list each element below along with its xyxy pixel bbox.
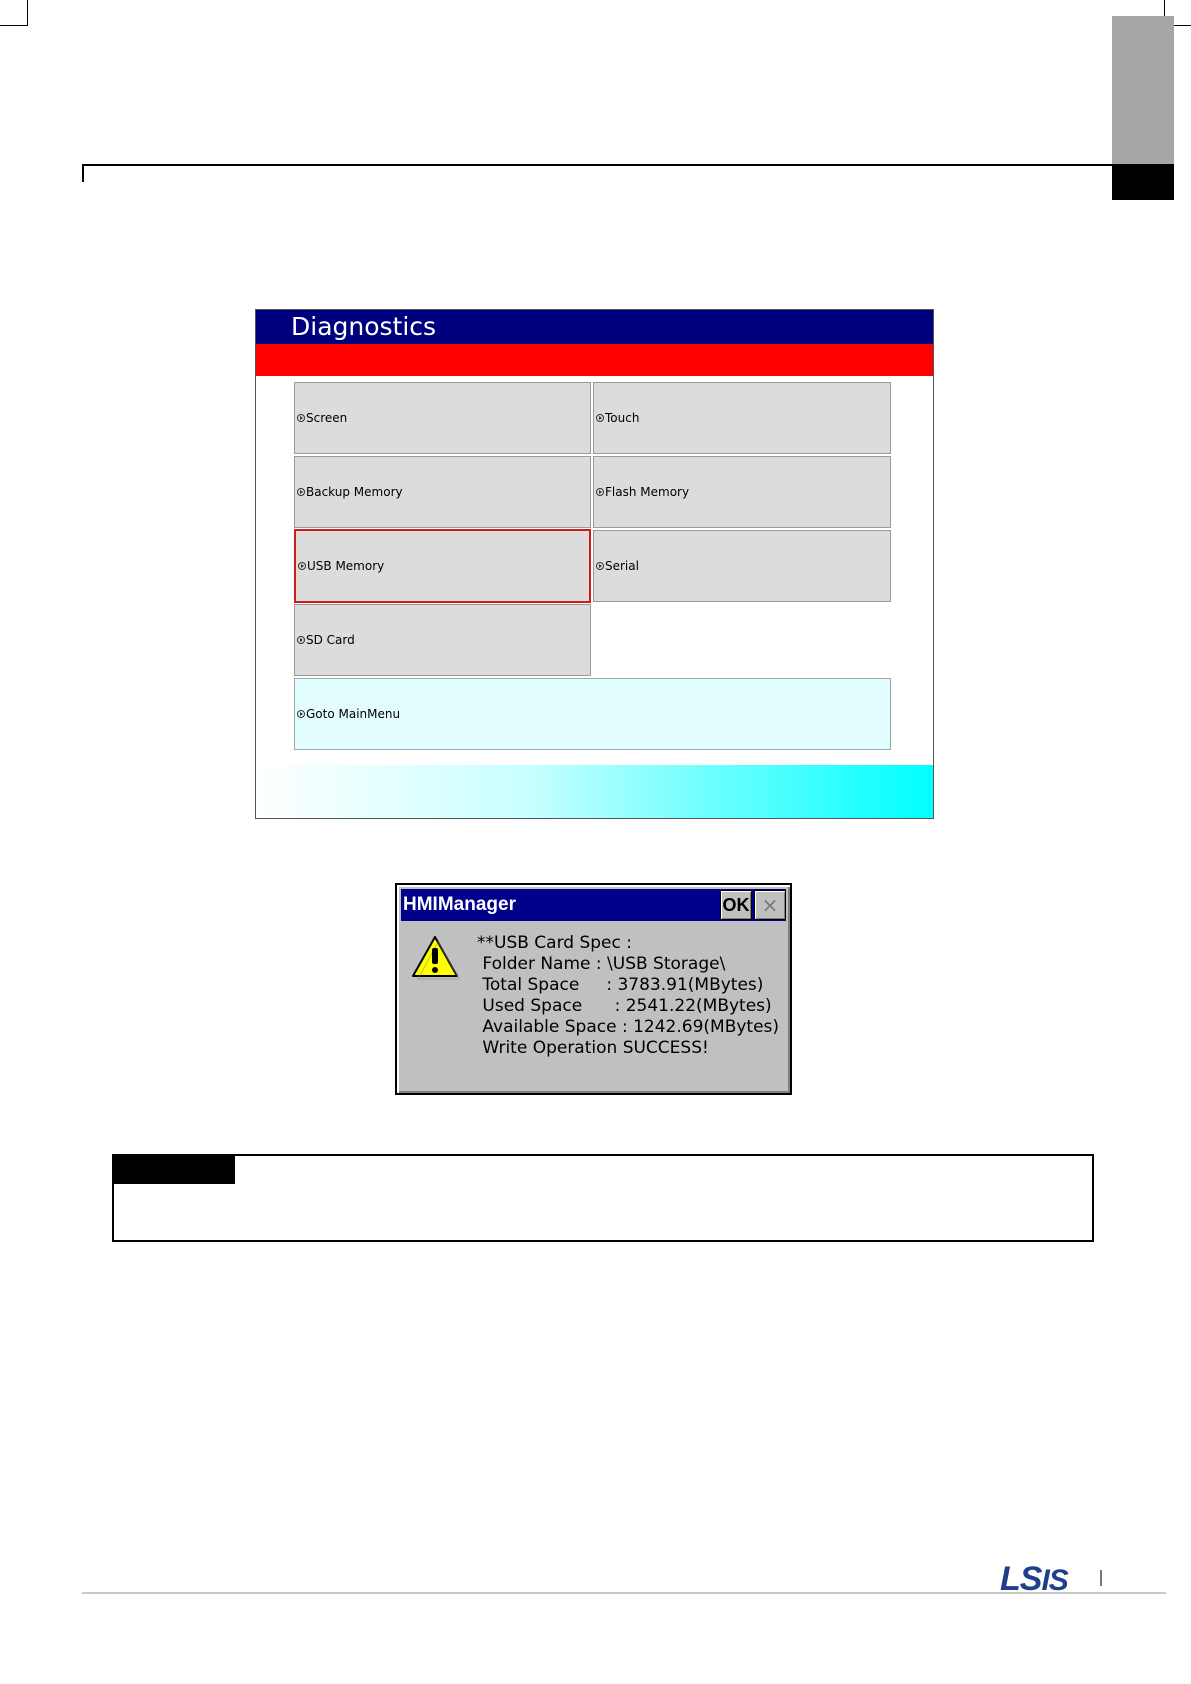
logo-is: IS xyxy=(1041,1564,1068,1597)
dialog-title: HMIManager xyxy=(401,889,786,921)
arrow-circle-icon xyxy=(297,636,305,644)
serial-button[interactable] xyxy=(593,530,891,602)
arrow-circle-icon xyxy=(596,488,604,496)
arrow-circle-icon xyxy=(298,562,306,570)
note-label-tab xyxy=(114,1156,235,1184)
goto-main-menu-button[interactable] xyxy=(294,678,891,750)
message-line: Total Space : 3783.91(MBytes) xyxy=(477,975,764,995)
diagnostics-footer-gradient xyxy=(256,765,933,818)
touch-button-label: Touch xyxy=(605,411,640,425)
backup-memory-button[interactable] xyxy=(294,456,591,528)
arrow-circle-icon xyxy=(596,562,604,570)
note-box xyxy=(112,1154,1094,1242)
warning-icon xyxy=(410,934,460,984)
flash-memory-button[interactable] xyxy=(593,456,891,528)
arrow-circle-icon xyxy=(297,414,305,422)
screen-button-label: Screen xyxy=(306,411,348,425)
usb-memory-button[interactable] xyxy=(294,529,591,603)
hmimanager-dialog xyxy=(395,883,792,1095)
touch-button[interactable] xyxy=(593,382,891,454)
sd-card-button[interactable] xyxy=(294,604,591,676)
chapter-tab-marker xyxy=(1112,164,1174,200)
crop-mark-top-left-h xyxy=(0,25,28,26)
sd-card-button-label: SD Card xyxy=(306,633,355,647)
diagnostics-title: Diagnostics xyxy=(256,310,933,344)
close-button[interactable]: × xyxy=(754,890,786,920)
usb-memory-button-label: USB Memory xyxy=(307,559,385,573)
dialog-message xyxy=(477,933,779,1059)
diagnostics-screen xyxy=(255,309,934,819)
header-rule xyxy=(82,164,1112,166)
diagnostics-accent-bar xyxy=(256,344,933,376)
footer-page-marker xyxy=(1100,1570,1102,1586)
message-line: Folder Name : \USB Storage\ xyxy=(477,954,726,974)
logo-ls: LS xyxy=(1000,1560,1042,1598)
serial-button-label: Serial xyxy=(605,559,639,573)
arrow-circle-icon xyxy=(596,414,604,422)
backup-memory-button-label: Backup Memory xyxy=(306,485,403,499)
message-line: Write Operation SUCCESS! xyxy=(477,1038,709,1058)
arrow-circle-icon xyxy=(297,710,305,718)
message-line: **USB Card Spec : xyxy=(477,933,632,953)
ok-button[interactable]: OK xyxy=(720,890,752,920)
arrow-circle-icon xyxy=(297,488,305,496)
ls-is-logo xyxy=(1000,1560,1068,1599)
message-line: Used Space : 2541.22(MBytes) xyxy=(477,996,772,1016)
chapter-tab xyxy=(1112,16,1174,164)
goto-main-menu-button-label: Goto MainMenu xyxy=(306,707,401,721)
crop-mark-top-left-v xyxy=(27,0,28,26)
header-rule-tick xyxy=(82,164,84,182)
message-line: Available Space : 1242.69(MBytes) xyxy=(477,1017,780,1037)
screen-button[interactable] xyxy=(294,382,591,454)
flash-memory-button-label: Flash Memory xyxy=(605,485,690,499)
